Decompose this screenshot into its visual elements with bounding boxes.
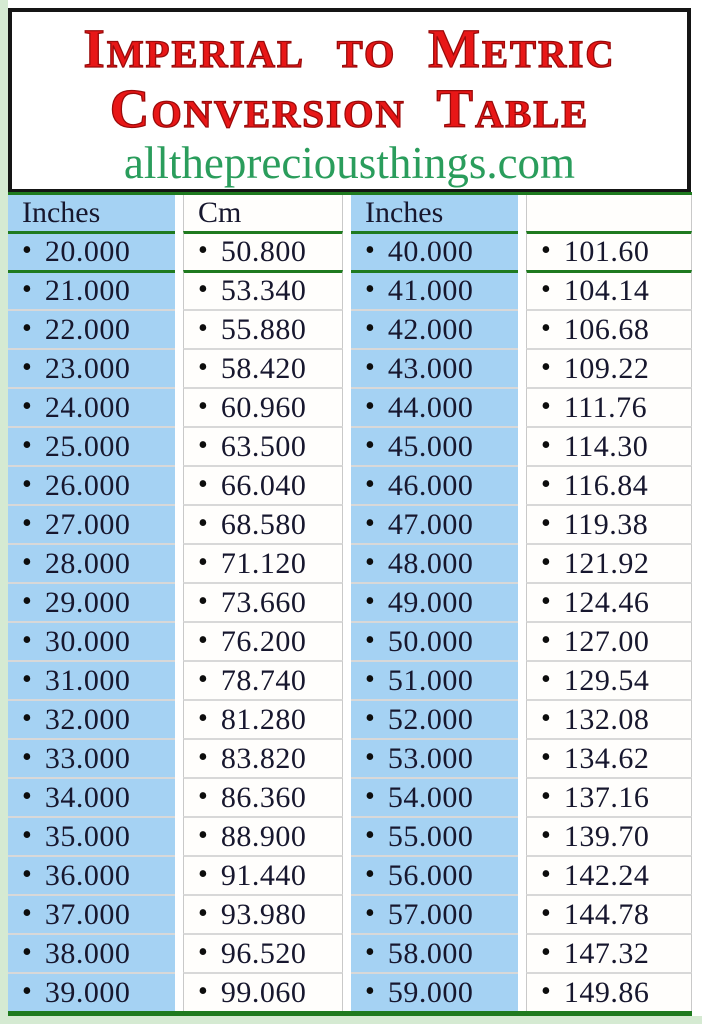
website-text: allthepreciousthings.com [123, 138, 576, 188]
table-cell [183, 426, 343, 465]
table-cell [351, 738, 518, 777]
table-cell [526, 972, 692, 1011]
table-cell [183, 699, 343, 738]
bullet-icon: • [365, 235, 375, 266]
bullet-icon: • [365, 936, 375, 968]
table-cell [8, 387, 175, 426]
cell-value: 47.000 [387, 507, 474, 541]
table-cell [183, 582, 343, 621]
cell-value: 73.660 [220, 585, 307, 619]
cell-value: 38.000 [44, 936, 131, 970]
cell-value: 30.000 [44, 624, 131, 658]
bullet-icon: • [541, 274, 551, 305]
cell-value: 132.08 [563, 702, 650, 736]
table-cell [526, 660, 692, 699]
table-cell [351, 504, 518, 543]
cell-value: 58.420 [220, 351, 307, 385]
bullet-icon: • [365, 663, 375, 695]
cell-value: 119.38 [563, 507, 649, 541]
cell-value: 53.340 [220, 274, 307, 307]
cell-value: 60.960 [220, 390, 307, 424]
cell-value: 53.000 [387, 741, 474, 775]
cell-value: 91.440 [220, 858, 307, 892]
table-cell [351, 933, 518, 972]
table-cell [351, 543, 518, 582]
table-cell [351, 816, 518, 855]
bullet-icon: • [365, 975, 375, 1007]
table-cell [8, 699, 175, 738]
cell-value: 36.000 [44, 858, 131, 892]
cell-value: 37.000 [44, 897, 131, 931]
bullet-icon: • [198, 819, 208, 851]
cell-value: 114.30 [563, 429, 649, 463]
bullet-icon: • [365, 624, 375, 656]
bullet-icon: • [365, 351, 375, 383]
cell-value: 101.60 [563, 235, 650, 268]
title-card [8, 8, 691, 193]
bullet-icon: • [22, 351, 32, 383]
cell-value: 116.84 [563, 468, 649, 502]
bullet-icon: • [198, 624, 208, 656]
bullet-icon: • [365, 390, 375, 422]
table-cell [8, 504, 175, 543]
bullet-icon: • [22, 780, 32, 812]
cell-value: 43.000 [387, 351, 474, 385]
table-cell [183, 972, 343, 1011]
bullet-icon: • [22, 468, 32, 500]
table-cell [526, 699, 692, 738]
cell-value: 20.000 [44, 235, 131, 268]
table-cell [183, 465, 343, 504]
cell-value: 24.000 [44, 390, 131, 424]
bullet-icon: • [22, 702, 32, 734]
table-cell [183, 738, 343, 777]
table-cell [8, 933, 175, 972]
cell-value: 44.000 [387, 390, 474, 424]
cell-value: 58.000 [387, 936, 474, 970]
bullet-icon: • [541, 429, 551, 461]
table-cell [183, 270, 343, 309]
bullet-icon: • [365, 819, 375, 851]
table-cell [183, 504, 343, 543]
bullet-icon: • [198, 741, 208, 773]
bullet-icon: • [22, 274, 32, 305]
table-cell [526, 231, 692, 270]
table-cell [526, 738, 692, 777]
bullet-icon: • [198, 858, 208, 890]
cell-value: 26.000 [44, 468, 131, 502]
bullet-icon: • [541, 585, 551, 617]
bullet-icon: • [541, 546, 551, 578]
bullet-icon: • [22, 936, 32, 968]
bullet-icon: • [22, 624, 32, 656]
cell-value: 68.580 [220, 507, 307, 541]
bullet-icon: • [541, 780, 551, 812]
cell-value: 35.000 [44, 819, 131, 853]
table-cell [351, 660, 518, 699]
table-cell [351, 387, 518, 426]
cell-value: 46.000 [387, 468, 474, 502]
table-grid [8, 195, 692, 1011]
bullet-icon: • [541, 312, 551, 344]
bullet-icon: • [198, 235, 208, 266]
bullet-icon: • [541, 936, 551, 968]
bullet-icon: • [198, 780, 208, 812]
table-cell [183, 894, 343, 933]
bullet-icon: • [198, 546, 208, 578]
table-cell [8, 660, 175, 699]
left-margin-strip [0, 0, 8, 1024]
bullet-icon: • [541, 507, 551, 539]
table-cell [351, 309, 518, 348]
cell-value: 129.54 [563, 663, 650, 697]
cell-value: 96.520 [220, 936, 307, 970]
table-cell [351, 855, 518, 894]
table-cell [8, 972, 175, 1011]
table-cell [526, 933, 692, 972]
table-cell [351, 465, 518, 504]
bullet-icon: • [198, 936, 208, 968]
bullet-icon: • [541, 741, 551, 773]
table-cell [526, 777, 692, 816]
table-cell [8, 582, 175, 621]
table-cell [183, 621, 343, 660]
table-cell [351, 621, 518, 660]
bullet-icon: • [22, 390, 32, 422]
cell-value: 48.000 [387, 546, 474, 580]
cell-value: 149.86 [563, 975, 650, 1009]
table-cell [351, 231, 518, 270]
table-cell [183, 855, 343, 894]
cell-value: 25.000 [44, 429, 131, 463]
cell-value: 27.000 [44, 507, 131, 541]
table-cell [183, 660, 343, 699]
cell-value: 147.32 [563, 936, 650, 970]
table-cell [8, 621, 175, 660]
bullet-icon: • [198, 702, 208, 734]
cell-value: 81.280 [220, 702, 307, 736]
cell-value: 144.78 [563, 897, 650, 931]
column-header [526, 195, 692, 231]
cell-value: 57.000 [387, 897, 474, 931]
bullet-icon: • [22, 975, 32, 1007]
cell-value: 50.000 [387, 624, 474, 658]
bullet-icon: • [365, 274, 375, 305]
table-cell [526, 621, 692, 660]
table-bottom-border [8, 1011, 692, 1016]
cell-value: 56.000 [387, 858, 474, 892]
cell-value: 78.740 [220, 663, 307, 697]
bullet-icon: • [22, 663, 32, 695]
table-cell [8, 426, 175, 465]
cell-value: 142.24 [563, 858, 650, 892]
table-cell [183, 309, 343, 348]
table-cell [526, 816, 692, 855]
bullet-icon: • [541, 390, 551, 422]
table-cell [526, 543, 692, 582]
cell-value: 86.360 [220, 780, 307, 814]
table-cell [8, 231, 175, 270]
table-cell [8, 777, 175, 816]
bullet-icon: • [541, 351, 551, 383]
table-cell [526, 270, 692, 309]
bullet-icon: • [198, 429, 208, 461]
cell-value: 23.000 [44, 351, 131, 385]
cell-value: 55.880 [220, 312, 307, 346]
table-cell [526, 465, 692, 504]
table-cell [183, 543, 343, 582]
bullet-icon: • [22, 429, 32, 461]
column-header: Inches [351, 195, 518, 231]
cell-value: 41.000 [387, 274, 474, 307]
bullet-icon: • [198, 351, 208, 383]
cell-value: 51.000 [387, 663, 474, 697]
bullet-icon: • [22, 507, 32, 539]
bullet-icon: • [541, 702, 551, 734]
column-header: Inches [8, 195, 175, 231]
cell-value: 33.000 [44, 741, 131, 775]
table-cell [526, 504, 692, 543]
title-line-1: Imperial to Metric [83, 18, 616, 79]
bullet-icon: • [365, 312, 375, 344]
table-cell [8, 465, 175, 504]
cell-value: 40.000 [387, 235, 474, 268]
bullet-icon: • [541, 663, 551, 695]
cell-value: 121.92 [563, 546, 650, 580]
cell-value: 63.500 [220, 429, 307, 463]
cell-value: 83.820 [220, 741, 307, 775]
table-cell [183, 231, 343, 270]
conversion-table [8, 192, 692, 1016]
bullet-icon: • [365, 780, 375, 812]
cell-value: 93.980 [220, 897, 307, 931]
bullet-icon: • [541, 235, 551, 266]
bullet-icon: • [365, 468, 375, 500]
table-cell [526, 855, 692, 894]
cell-value: 42.000 [387, 312, 474, 346]
table-cell [183, 777, 343, 816]
cell-value: 34.000 [44, 780, 131, 814]
bullet-icon: • [365, 429, 375, 461]
cell-value: 59.000 [387, 975, 474, 1009]
bullet-icon: • [22, 741, 32, 773]
cell-value: 104.14 [563, 274, 650, 307]
bullet-icon: • [22, 858, 32, 890]
cell-value: 45.000 [387, 429, 474, 463]
cell-value: 55.000 [387, 819, 474, 853]
bullet-icon: • [365, 507, 375, 539]
cell-value: 111.76 [563, 390, 648, 424]
table-cell [351, 270, 518, 309]
table-cell [526, 387, 692, 426]
table-cell [351, 582, 518, 621]
cell-value: 134.62 [563, 741, 650, 775]
cell-value: 137.16 [563, 780, 650, 814]
bullet-icon: • [198, 274, 208, 305]
cell-value: 52.000 [387, 702, 474, 736]
title-line-2: Conversion Table [109, 78, 590, 139]
bullet-icon: • [198, 585, 208, 617]
bullet-icon: • [365, 546, 375, 578]
bullet-icon: • [541, 624, 551, 656]
cell-value: 139.70 [563, 819, 650, 853]
bullet-icon: • [22, 235, 32, 266]
table-cell [351, 348, 518, 387]
bullet-icon: • [22, 819, 32, 851]
table-cell [8, 894, 175, 933]
bullet-icon: • [541, 897, 551, 929]
cell-value: 71.120 [220, 546, 307, 580]
cell-value: 54.000 [387, 780, 474, 814]
table-cell [351, 699, 518, 738]
table-cell [526, 894, 692, 933]
cell-value: 31.000 [44, 663, 131, 697]
bullet-icon: • [198, 663, 208, 695]
table-cell [8, 270, 175, 309]
table-cell [183, 933, 343, 972]
table-cell [8, 543, 175, 582]
cell-value: 49.000 [387, 585, 474, 619]
table-cell [8, 855, 175, 894]
cell-value: 32.000 [44, 702, 131, 736]
bullet-icon: • [22, 312, 32, 344]
table-cell [183, 348, 343, 387]
column-header: Cm [183, 195, 343, 231]
bullet-icon: • [198, 897, 208, 929]
bullet-icon: • [365, 702, 375, 734]
bullet-icon: • [365, 897, 375, 929]
cell-value: 106.68 [563, 312, 650, 346]
bottom-margin-strip [0, 1016, 702, 1024]
bullet-icon: • [198, 390, 208, 422]
cell-value: 124.46 [563, 585, 650, 619]
bullet-icon: • [365, 585, 375, 617]
table-cell [183, 387, 343, 426]
bullet-icon: • [22, 546, 32, 578]
table-cell [8, 348, 175, 387]
bullet-icon: • [541, 975, 551, 1007]
table-cell [8, 309, 175, 348]
bullet-icon: • [365, 858, 375, 890]
table-cell [526, 582, 692, 621]
table-cell [8, 816, 175, 855]
table-cell [183, 816, 343, 855]
table-cell [351, 426, 518, 465]
cell-value: 50.800 [220, 235, 307, 268]
cell-value: 21.000 [44, 274, 131, 307]
cell-value: 28.000 [44, 546, 131, 580]
bullet-icon: • [541, 468, 551, 500]
cell-value: 127.00 [563, 624, 650, 658]
bullet-icon: • [22, 897, 32, 929]
cell-value: 109.22 [563, 351, 650, 385]
table-cell [351, 894, 518, 933]
bullet-icon: • [198, 507, 208, 539]
bullet-icon: • [365, 741, 375, 773]
bullet-icon: • [198, 468, 208, 500]
table-cell [526, 348, 692, 387]
cell-value: 39.000 [44, 975, 131, 1009]
bullet-icon: • [541, 819, 551, 851]
cell-value: 22.000 [44, 312, 131, 346]
table-cell [351, 972, 518, 1011]
table-cell [351, 777, 518, 816]
cell-value: 66.040 [220, 468, 307, 502]
bullet-icon: • [22, 585, 32, 617]
cell-value: 76.200 [220, 624, 307, 658]
cell-value: 29.000 [44, 585, 131, 619]
cell-value: 88.900 [220, 819, 307, 853]
table-cell [526, 426, 692, 465]
bullet-icon: • [198, 975, 208, 1007]
table-cell [526, 309, 692, 348]
cell-value: 99.060 [220, 975, 307, 1009]
table-cell [8, 738, 175, 777]
bullet-icon: • [198, 312, 208, 344]
bullet-icon: • [541, 858, 551, 890]
